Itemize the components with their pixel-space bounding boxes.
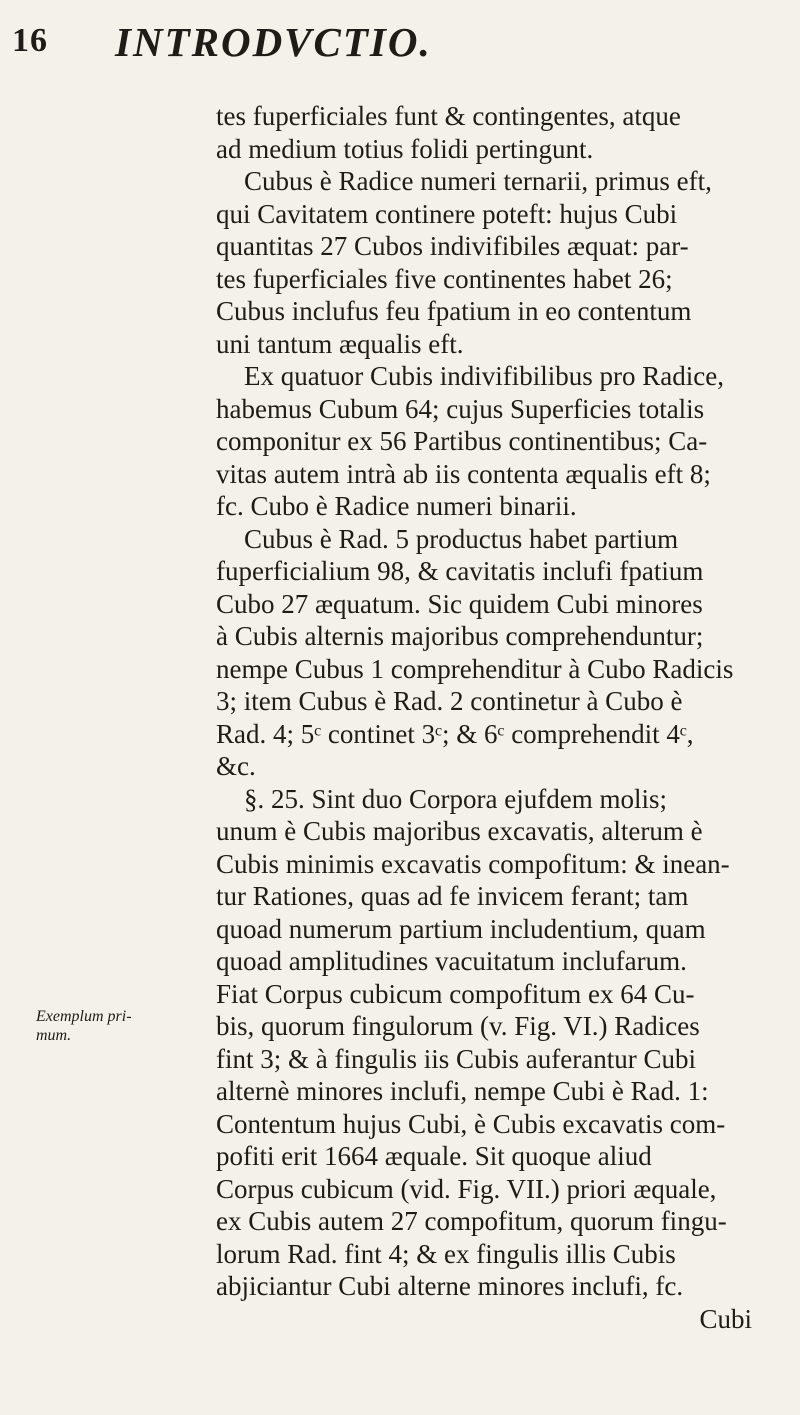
text-line: quoad amplitudines vacuitatum inclufarum. (216, 946, 687, 976)
text-line: Rad. 4; 5ᶜ continet 3ᶜ; & 6ᶜ comprehendit 4ᶜ, (216, 718, 694, 749)
text-line: 3; item Cubus è Rad. 2 continetur à Cubo è (216, 686, 683, 716)
text-line: tes fuperficiales five continentes habet 26; (216, 263, 673, 294)
text-line: quantitas 27 Cubos indivifibiles æquat: par- (216, 231, 689, 261)
text-line: Cubo 27 æquatum. Sic quidem Cubi minores (216, 588, 703, 619)
text-line: uni tantum æqualis eft. (216, 328, 464, 359)
text-line: qui Cavitatem continere poteft: hujus Cubi (216, 198, 678, 229)
margin-note-line: mum. (36, 1027, 72, 1044)
text-line: Cubus è Radice numeri ternarii, primus eft, (244, 166, 712, 196)
text-line: abjiciantur Cubi alterne minores inclufi, fc. (216, 1271, 684, 1301)
text-line: lorum Rad. fint 4; & ex fingulis illis Cubis (216, 1238, 676, 1269)
text-line: habemus Cubum 64; cujus Superficies totalis (216, 393, 705, 424)
text-line: bis, quorum fingulorum (v. Fig. VI.) Radices (216, 1011, 700, 1041)
margin-note (36, 1007, 176, 1045)
running-head: INTRODVCTIO. (115, 19, 432, 65)
text-line: fuperficialium 98, & cavitatis inclufi fpatium (216, 556, 704, 586)
section-25-start: §. 25. Sint duo Corpora ejufdem molis; (244, 783, 667, 814)
text-line: fc. Cubo è Radice numeri binarii. (216, 491, 577, 521)
body-text (216, 100, 756, 1335)
text-line: vitas autem intrà ab iis contenta æqualis eft 8; (216, 458, 711, 489)
text-line: quoad numerum partium includentium, quam (216, 913, 706, 944)
text-line: pofiti erit 1664 æquale. Sit quoque aliud (216, 1141, 652, 1171)
text-line: fint 3; & à fingulis iis Cubis auferantur Cubi (216, 1043, 696, 1074)
text-line: unum è Cubis majoribus excavatis, alterum è (216, 816, 703, 846)
text-line: tes fuperficiales funt & contingentes, atque (216, 101, 681, 131)
text-line: nempe Cubus 1 comprehenditur à Cubo Radicis (216, 653, 734, 684)
text-line: Corpus cubicum (vid. Fig. VII.) priori æquale, (216, 1173, 717, 1204)
text-line: ad medium totius folidi pertingunt. (216, 133, 594, 164)
text-line: à Cubis alternis majoribus comprehenduntur; (216, 621, 704, 651)
catchword: Cubi (699, 1303, 752, 1334)
text-line: Ex quatuor Cubis indivifibilibus pro Radice, (244, 361, 724, 391)
text-line: tur Rationes, quas ad fe invicem ferant; tam (216, 881, 689, 911)
text-line: alternè minores inclufi, nempe Cubi è Rad. 1: (216, 1076, 709, 1106)
text-line: Cubis minimis excavatis compofitum: & inean- (216, 848, 730, 879)
text-line: Contentum hujus Cubi, è Cubis excavatis com- (216, 1108, 726, 1139)
text-line: Fiat Corpus cubicum compofitum ex 64 Cu- (216, 978, 695, 1009)
text-line: Cubus inclufus feu fpatium in eo contentum (216, 296, 692, 326)
text-line: ex Cubis autem 27 compofitum, quorum fingu- (216, 1206, 727, 1236)
text-line: &c. (216, 751, 256, 781)
margin-note-line: Exemplum pri- (36, 1008, 132, 1025)
page-number: 16 (12, 22, 48, 59)
text-line: componitur ex 56 Partibus continentibus; Ca- (216, 426, 708, 456)
text-line: Cubus è Rad. 5 productus habet partium (244, 523, 679, 554)
